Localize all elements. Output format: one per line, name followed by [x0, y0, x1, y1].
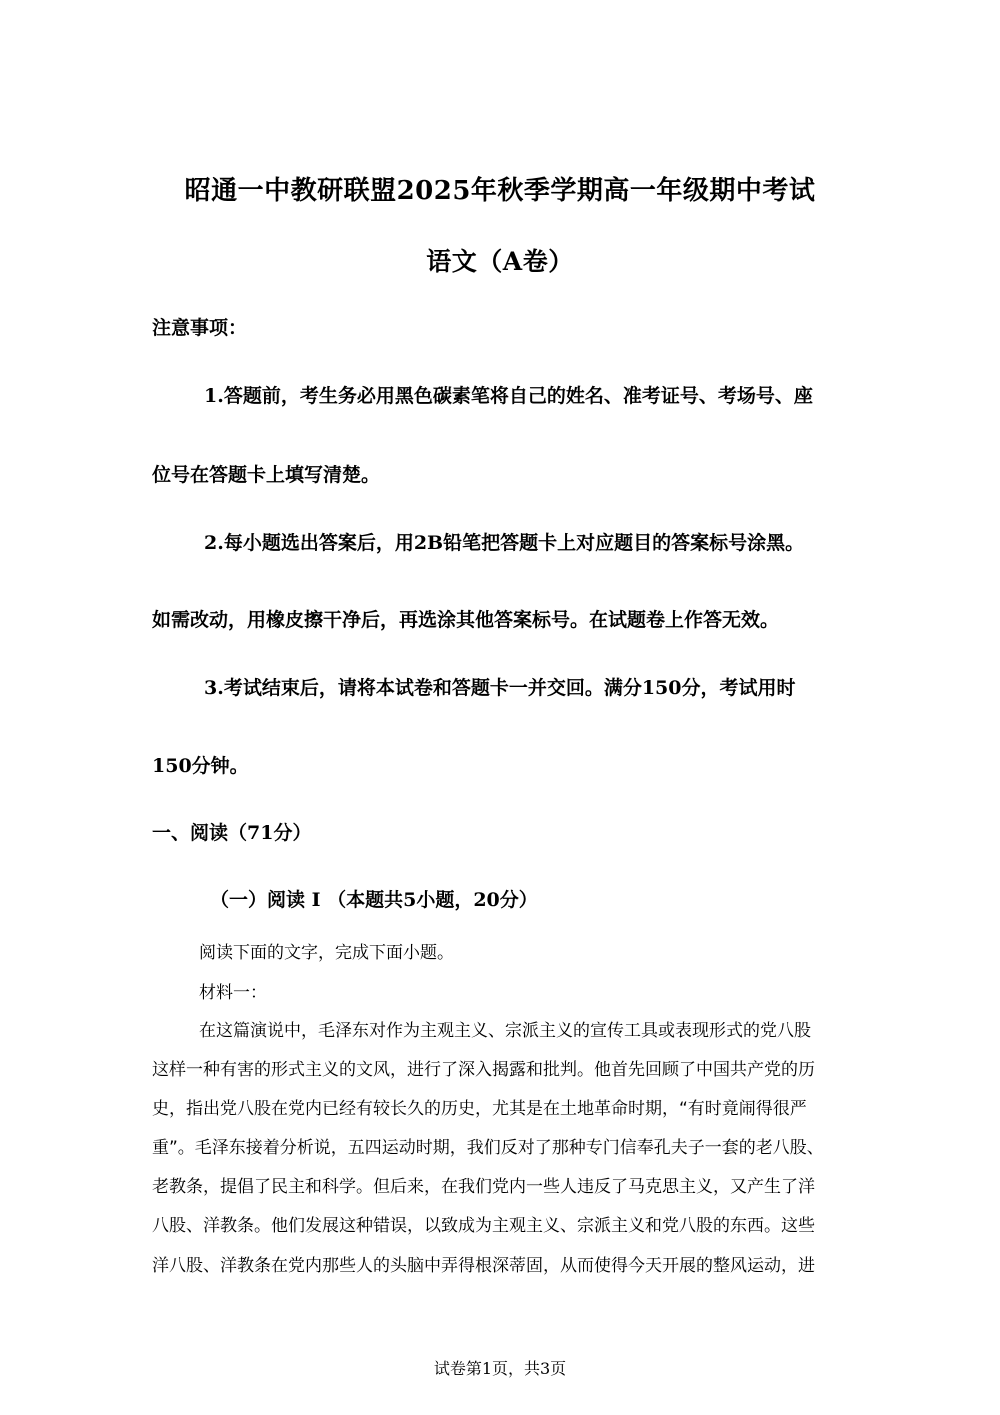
paragraph-line: 洋八股、洋教条在党内那些人的头脑中弄得根深蒂固，从而使得今天开展的整风运动，进: [152, 1256, 815, 1276]
section-heading: 一、阅读（71分）: [152, 822, 312, 844]
notice-line: 2.每小题选出答案后，用2B铅笔把答题卡上对应题目的答案标号涂黑。: [204, 532, 805, 554]
paragraph-line: 八股、洋教条。他们发展这种错误，以致成为主观主义、宗派主义和党八股的东西。这些: [152, 1216, 815, 1236]
section-subheading: （一）阅读 I （本题共5小题，20分）: [210, 889, 538, 911]
paragraph-line: 这样一种有害的形式主义的文风，进行了深入揭露和批判。他首先回顾了中国共产党的历: [152, 1060, 815, 1080]
notice-line: 1.答题前，考生务必用黑色碳素笔将自己的姓名、准考证号、考场号、座: [204, 385, 813, 407]
page-footer: 试卷第1页，共3页: [433, 1359, 567, 1378]
notice-line: 150分钟。: [152, 755, 249, 777]
exam-title: 昭通一中教研联盟2025年秋季学期高一年级期中考试: [184, 176, 816, 206]
notice-line: 如需改动，用橡皮擦干净后，再选涂其他答案标号。在试题卷上作答无效。: [152, 609, 780, 631]
notice-line: 位号在答题卡上填写清楚。: [152, 464, 381, 486]
instruction-text: 阅读下面的文字，完成下面小题。: [199, 943, 454, 963]
paragraph-line: 在这篇演说中，毛泽东对作为主观主义、宗派主义的宣传工具或表现形式的党八股: [199, 1021, 811, 1041]
paragraph-line: 老教条，提倡了民主和科学。但后来，在我们党内一些人违反了马克思主义，又产生了洋: [152, 1177, 815, 1197]
paragraph-line: 史，指出党八股在党内已经有较长久的历史，尤其是在土地革命时期，“有时竟闹得很严: [152, 1099, 807, 1119]
notice-line: 3.考试结束后，请将本试卷和答题卡一并交回。满分150分，考试用时: [204, 677, 796, 699]
material-label: 材料一：: [199, 983, 267, 1003]
notice-heading: 注意事项：: [152, 317, 248, 339]
paragraph-line: 重”。毛泽东接着分析说，五四运动时期，我们反对了那种专门信奉孔夫子一套的老八股、: [152, 1138, 824, 1158]
exam-subtitle: 语文（A卷）: [426, 247, 574, 276]
